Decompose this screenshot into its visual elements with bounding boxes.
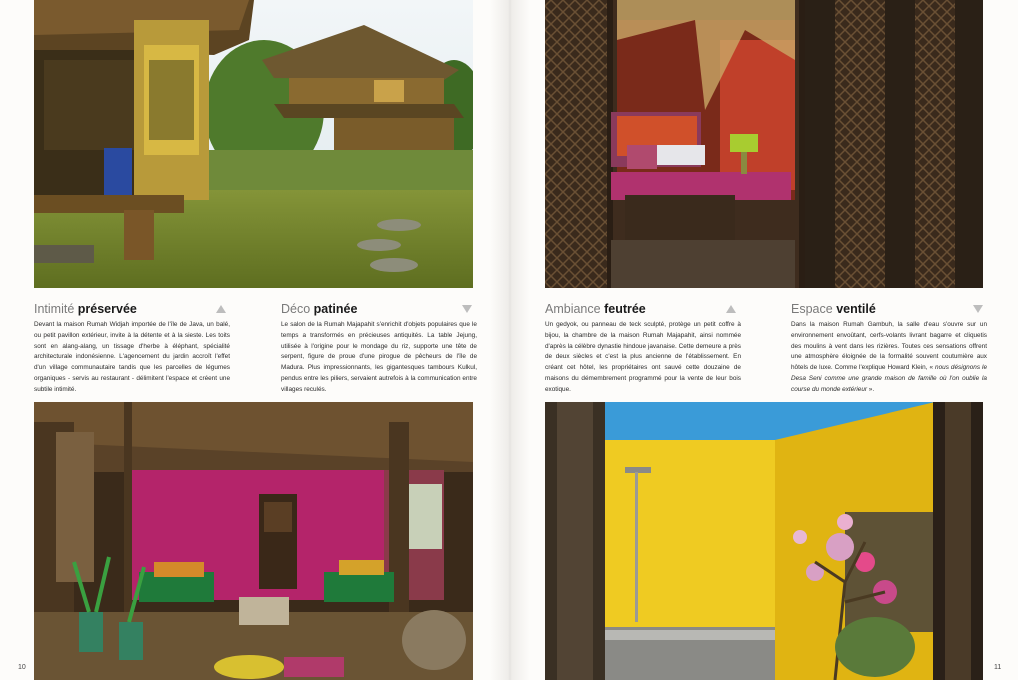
arrow-down-icon	[973, 305, 983, 313]
arrow-down-icon	[462, 305, 472, 313]
caption-body: Le salon de la Rumah Majapahit s'enrichit d'objets populaires que le temps a transformés en précieuses antiquités. La table Jejung, utilisée à l'origine pour le mondage du riz, supporte une tête de serpent, figure de proue d'une pirogue de pêcheurs de l'île de Madura. Plus impressionnants, les gigantesques tambours Kulkul, pendus entre les piliers, servaient autrefois à la communication entre villages reculés.	[281, 321, 477, 393]
lounge-magenta-photo	[34, 402, 473, 680]
arrow-up-icon	[726, 305, 736, 313]
caption-deco	[281, 302, 477, 396]
caption-title: Déco patinée	[281, 302, 358, 316]
caption-title: Espace ventilé	[791, 302, 876, 316]
caption-title: Ambiance feutrée	[545, 302, 646, 316]
caption-title: Intimité préservée	[34, 302, 137, 316]
caption-ambiance	[545, 302, 741, 396]
spine-gutter	[490, 0, 530, 680]
bedroom-doorway-photo	[545, 0, 983, 288]
arrow-up-icon	[216, 305, 226, 313]
page-number-left: 10	[18, 664, 26, 671]
garden-pavilion-photo	[34, 0, 473, 288]
caption-body: Devant la maison Rumah Widjah importée de l'île de Java, un balé, ou petit pavillon extérieur, invite à la détente et à la sieste. Les toits sont en alang-alang, un tissage d'herbe à éléphant, spécialité architecturale indonésienne. L'agencement du jardin accroît l'effet d'un village communautaire tandis que les parcelles de légumes organiques - servis au restaurant - délimitent l'espace et créent une subtile intimité.	[34, 321, 230, 393]
yellow-bathroom-photo	[545, 402, 983, 680]
page-number-right: 11	[994, 664, 1002, 671]
caption-body: Dans la maison Rumah Gambuh, la salle d'eau s'ouvre sur un environnement envoûtant, cerfs-volants livrant bagarre et cliquetis des moulins à vent dans les rizières. Toutes ces sensations offrent une atmosphère éloignée de la formalité souvent coutumière aux hôtels de luxe. Comme l'explique Howard Klein, « nous désignons le Desa Seni comme une grande maison de famille où l'on oublie la course du monde extérieur ».	[791, 321, 987, 393]
caption-espace	[791, 302, 987, 396]
caption-body: Un gedyok, ou panneau de teck sculpté, protège un petit coffre à bijou, la chambre de la maison Rumah Majapahit, ainsi nommée d'après la célèbre dynastie hindoue javanaise. Cette demeure a près de deux siècles et c'est la plus ancienne de l'établissement. En créant cet hôtel, les propriétaires ont sauvé cette douzaine de maisons du démembrement programmé pour la vente de leur bois exotique.	[545, 321, 741, 393]
caption-intimite	[34, 302, 230, 396]
